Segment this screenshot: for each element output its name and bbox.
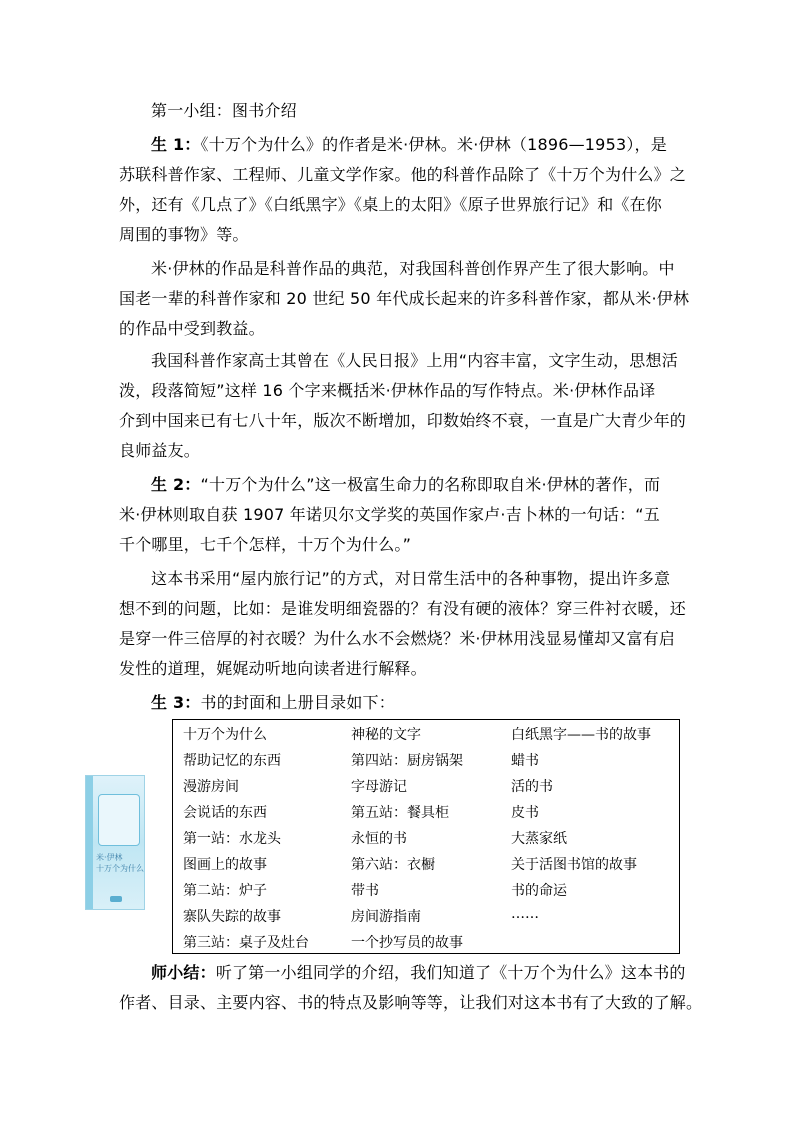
table-of-contents: [172, 719, 680, 954]
paragraph-line: 想不到的问题，比如：是谁发明细瓷器的？有没有硬的液体？穿三件衬衣暖，还: [119, 599, 687, 618]
speaker-label: 师小结：: [151, 963, 216, 982]
toc-entry: 第二站：炉子: [183, 883, 267, 899]
toc-entry: 帮助记忆的东西: [183, 753, 281, 769]
paragraph-line: 的作品中受到教益。: [119, 319, 265, 338]
paragraph-line: 周围的事物》等。: [119, 225, 249, 244]
paragraph-line: 这本书采用“屋内旅行记”的方式，对日常生活中的各种事物，提出许多意: [151, 569, 671, 588]
paragraph-line: 千个哪里，七千个怎样，十万个为什么。”: [119, 535, 412, 554]
toc-entry: 十万个为什么: [183, 727, 267, 743]
book-cover-image: [85, 775, 145, 910]
toc-entry: 第一站：水龙头: [183, 831, 281, 847]
paragraph-line: 我国科普作家高士其曾在《人民日报》上用“内容丰富，文字生动，思想活: [151, 351, 678, 370]
toc-entry: 字母游记: [351, 779, 407, 795]
toc-entry: 漫游房间: [183, 779, 239, 795]
paragraph-line: 作者、目录、主要内容、书的特点及影响等等，让我们对这本书有了大致的了解。: [119, 993, 703, 1012]
toc-entry: 蜡书: [511, 753, 539, 769]
paragraph-line: 泼，段落简短”这样 16 个字来概括米·伊林作品的写作特点。米·伊林作品译: [119, 381, 656, 400]
toc-row: [173, 724, 679, 750]
paragraph-line: 苏联科普作家、工程师、儿童文学作家。他的科普作品除了《十万个为什么》之: [119, 165, 687, 184]
cover-illustration: [98, 794, 140, 846]
speaker-label: 生 1：: [151, 135, 201, 154]
toc-row: [173, 880, 679, 906]
toc-entry: 会说话的东西: [183, 805, 267, 821]
paragraph-line: 师小结：听了第一小组同学的介绍，我们知道了《十万个为什么》这本书的: [151, 963, 686, 982]
cover-author: 米·伊林: [96, 853, 123, 862]
toc-row: [173, 828, 679, 854]
toc-row: [173, 932, 679, 958]
paragraph-line: 良师益友。: [119, 441, 201, 460]
cover-title: 十万个为什么: [96, 864, 144, 873]
toc-entry: 第四站：厨房锅架: [351, 753, 463, 769]
paragraph-line: 是穿一件三倍厚的衬衣暖？为什么水不会燃烧？米·伊林用浅显易懂却又富有启: [119, 629, 676, 648]
paragraph-line: 生 2：“十万个为什么”这一极富生命力的名称即取自米·伊林的著作，而: [151, 475, 661, 494]
toc-entry: 第六站：衣橱: [351, 857, 435, 873]
toc-entry: 一个抄写员的故事: [351, 935, 463, 951]
paragraph-line: 米·伊林的作品是科普作品的典范，对我国科普创作界产生了很大影响。中: [151, 259, 675, 278]
toc-entry: 带书: [351, 883, 379, 899]
toc-row: [173, 906, 679, 932]
book-spine: [86, 776, 93, 909]
paragraph-line: 外，还有《几点了》《白纸黑字》《桌上的太阳》《原子世界旅行记》和《在你: [119, 195, 663, 214]
publisher-logo-icon: [110, 896, 122, 902]
paragraph-line: 米·伊林则取自获 1907 年诺贝尔文学奖的英国作家卢·吉卜林的一句话：“五: [119, 505, 660, 524]
toc-entry: 白纸黑字——书的故事: [511, 727, 651, 743]
toc-entry: 房间游指南: [351, 909, 421, 925]
toc-entry: 关于活图书馆的故事: [511, 857, 637, 873]
toc-entry: ……: [511, 906, 539, 922]
toc-row: [173, 854, 679, 880]
section-heading: 第一小组：图书介绍: [151, 101, 297, 120]
toc-entry: 皮书: [511, 805, 539, 821]
speaker-label: 生 3：: [151, 693, 201, 712]
toc-entry: 寨队失踪的故事: [183, 909, 281, 925]
paragraph-line: 介到中国来已有七八十年，版次不断增加，印数始终不衰，一直是广大青少年的: [119, 411, 687, 430]
toc-entry: 神秘的文字: [351, 727, 421, 743]
paragraph-line: 国老一辈的科普作家和 20 世纪 50 年代成长起来的许多科普作家，都从米·伊林: [119, 289, 690, 308]
toc-row: [173, 776, 679, 802]
toc-row: [173, 750, 679, 776]
toc-entry: 大蒸家纸: [511, 831, 567, 847]
paragraph-line: 生 1：《十万个为什么》的作者是米·伊林。米·伊林（1896—1953），是: [151, 135, 667, 154]
toc-row: [173, 802, 679, 828]
toc-entry: 书的命运: [511, 883, 567, 899]
toc-entry: 永恒的书: [351, 831, 407, 847]
paragraph-line: 发性的道理，娓娓动听地向读者进行解释。: [119, 659, 427, 678]
toc-entry: 活的书: [511, 779, 553, 795]
paragraph-line: 生 3：书的封面和上册目录如下：: [151, 693, 395, 712]
toc-entry: 第三站：桌子及灶台: [183, 935, 309, 951]
toc-entry: 第五站：餐具柜: [351, 805, 449, 821]
toc-entry: 图画上的故事: [183, 857, 267, 873]
speaker-label: 生 2：: [151, 475, 201, 494]
